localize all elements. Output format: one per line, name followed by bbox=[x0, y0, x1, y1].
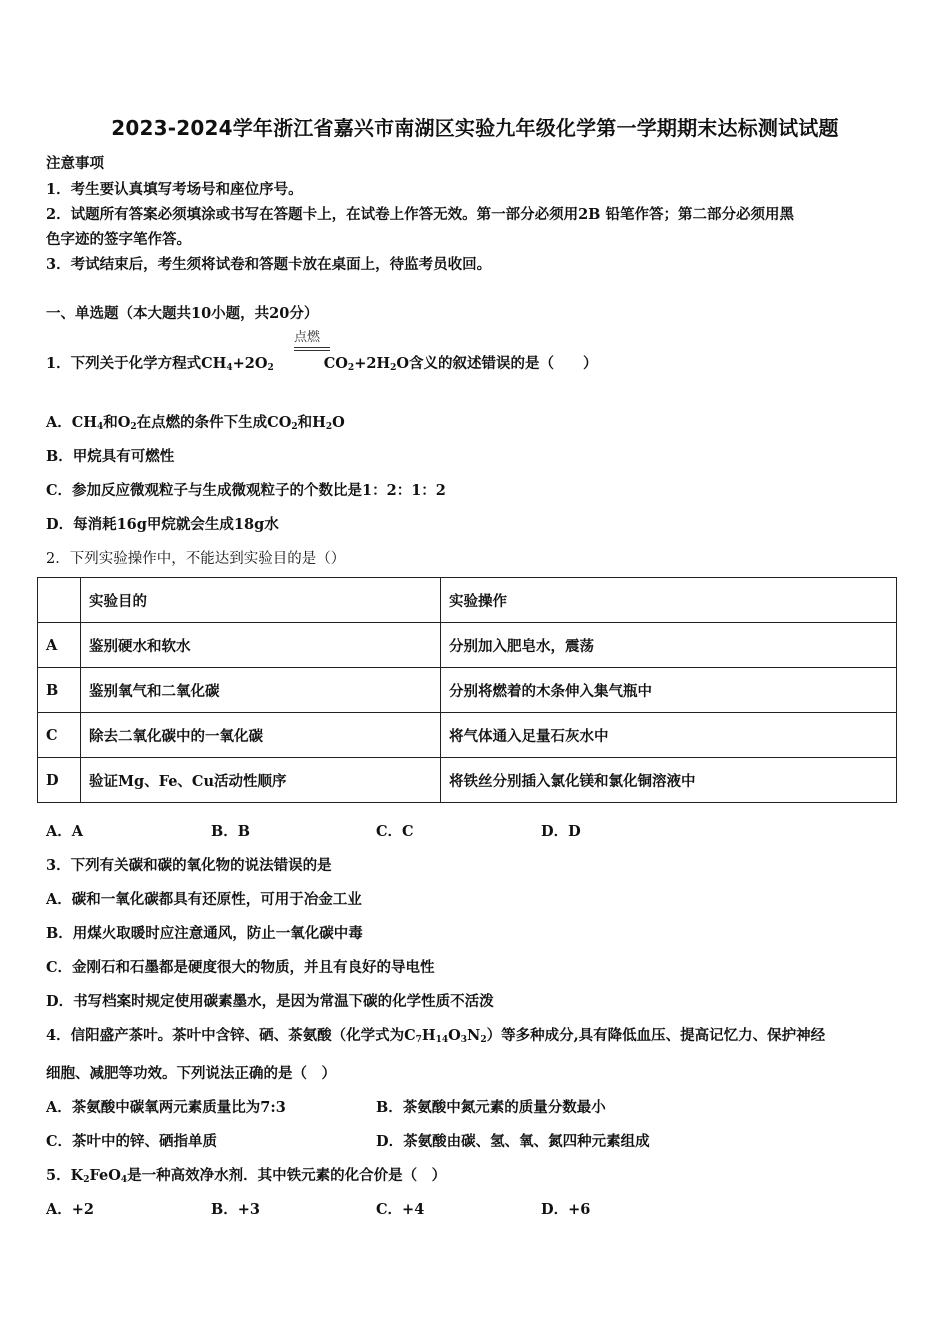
table-cell: 分别将燃着的木条伸入集气瓶中 bbox=[441, 668, 897, 713]
table-row bbox=[38, 758, 897, 803]
option-c: C．参加反应微观粒子与生成微观粒子的个数比是1：2：1：2 bbox=[46, 482, 446, 499]
notice-item: 色字迹的签字笔作答。 bbox=[46, 231, 191, 248]
table-cell: 将气体通入足量石灰水中 bbox=[441, 713, 897, 758]
section-heading: 一、单选题（本大题共10小题，共20分） bbox=[46, 305, 319, 322]
option-c: C．茶叶中的锌、硒指单质 bbox=[46, 1133, 218, 1150]
notice-item: 1．考生要认真填写考场号和座位序号。 bbox=[46, 181, 303, 198]
question-3-stem: 3．下列有关碳和碳的氧化物的说法错误的是 bbox=[46, 857, 332, 874]
equation-bar bbox=[294, 347, 330, 348]
table-cell: 将铁丝分别插入氯化镁和氯化铜溶液中 bbox=[441, 758, 897, 803]
option-a: A．+2 bbox=[46, 1201, 94, 1218]
option-a: A．茶氨酸中碳氧两元素质量比为7:3 bbox=[46, 1099, 286, 1116]
reaction-condition: 点燃 bbox=[294, 330, 321, 345]
table-cell: B bbox=[38, 668, 81, 713]
notice-item: 2．试题所有答案必须填涂或书写在答题卡上，在试卷上作答无效。第一部分必须用2B 铅笔作答；第二部分必须用黑 bbox=[46, 206, 794, 223]
question-2-stem: 2．下列实验操作中，不能达到实验目的是（） bbox=[46, 551, 346, 567]
option-d: D．+6 bbox=[541, 1201, 591, 1218]
table-cell bbox=[38, 578, 81, 623]
question-1-stem: 1．下列关于化学方程式$CH_4+2O_2$ $CO_2+2H_2O$含义的叙述错误的是（ ） bbox=[46, 355, 598, 373]
table-cell: 除去二氧化碳中的一氧化碳 bbox=[81, 713, 441, 758]
option-c: C．+4 bbox=[376, 1201, 425, 1218]
table-cell: 验证Mg、Fe、Cu活动性顺序 bbox=[81, 758, 441, 803]
question-4-stem: 4．信阳盛产茶叶。茶叶中含锌、硒、茶氨酸（化学式为$C_7H_{14}O_3N_2$）等多种成分,具有降低血压、提高记忆力、保护神经 bbox=[46, 1027, 826, 1045]
table-header-purpose: 实验目的 bbox=[81, 578, 441, 623]
option-b: B．用煤火取暖时应注意通风，防止一氧化碳中毒 bbox=[46, 925, 363, 942]
option-d: D．茶氨酸由碳、氢、氧、氮四种元素组成 bbox=[376, 1133, 650, 1150]
table-header-row bbox=[38, 578, 897, 623]
table-cell: C bbox=[38, 713, 81, 758]
table-row bbox=[38, 668, 897, 713]
notice-item: 3．考试结束后，考生须将试卷和答题卡放在桌面上，待监考员收回。 bbox=[46, 256, 492, 273]
question-4-stem-cont: 细胞、减肥等功效。下列说法正确的是（ ） bbox=[46, 1065, 336, 1082]
equation-bar bbox=[294, 350, 330, 351]
table-cell: 鉴别硬水和软水 bbox=[81, 623, 441, 668]
table-cell: A bbox=[38, 623, 81, 668]
option-a: A．A bbox=[46, 823, 84, 840]
experiment-table bbox=[37, 577, 897, 803]
table-cell: D bbox=[38, 758, 81, 803]
option-b: B．B bbox=[211, 823, 251, 840]
option-b: B．甲烷具有可燃性 bbox=[46, 448, 175, 465]
notice-heading: 注意事项 bbox=[46, 155, 104, 172]
table-header-operation: 实验操作 bbox=[441, 578, 897, 623]
option-c: C．C bbox=[376, 823, 414, 840]
table-row bbox=[38, 713, 897, 758]
option-c: C．金刚石和石墨都是硬度很大的物质，并且有良好的导电性 bbox=[46, 959, 435, 976]
table-row bbox=[38, 623, 897, 668]
question-5-stem: 5．$K_2FeO_4$是一种高效净水剂．其中铁元素的化合价是（ ） bbox=[46, 1167, 447, 1185]
page-title: 2023-2024学年浙江省嘉兴市南湖区实验九年级化学第一学期期末达标测试试题 bbox=[111, 116, 839, 140]
option-a: A．碳和一氧化碳都具有还原性，可用于冶金工业 bbox=[46, 891, 362, 908]
table-cell: 分别加入肥皂水，震荡 bbox=[441, 623, 897, 668]
option-b: B．茶氨酸中氮元素的质量分数最小 bbox=[376, 1099, 606, 1116]
option-d: D．书写档案时规定使用碳素墨水，是因为常温下碳的化学性质不活泼 bbox=[46, 993, 494, 1010]
option-d: D．D bbox=[541, 823, 581, 840]
option-b: B．+3 bbox=[211, 1201, 260, 1218]
table-cell: 鉴别氧气和二氧化碳 bbox=[81, 668, 441, 713]
option-a: A．$CH_4$和$O_2$在点燃的条件下生成$CO_2$和$H_2O$ bbox=[46, 414, 345, 432]
option-d: D．每消耗16g甲烷就会生成18g水 bbox=[46, 516, 279, 533]
